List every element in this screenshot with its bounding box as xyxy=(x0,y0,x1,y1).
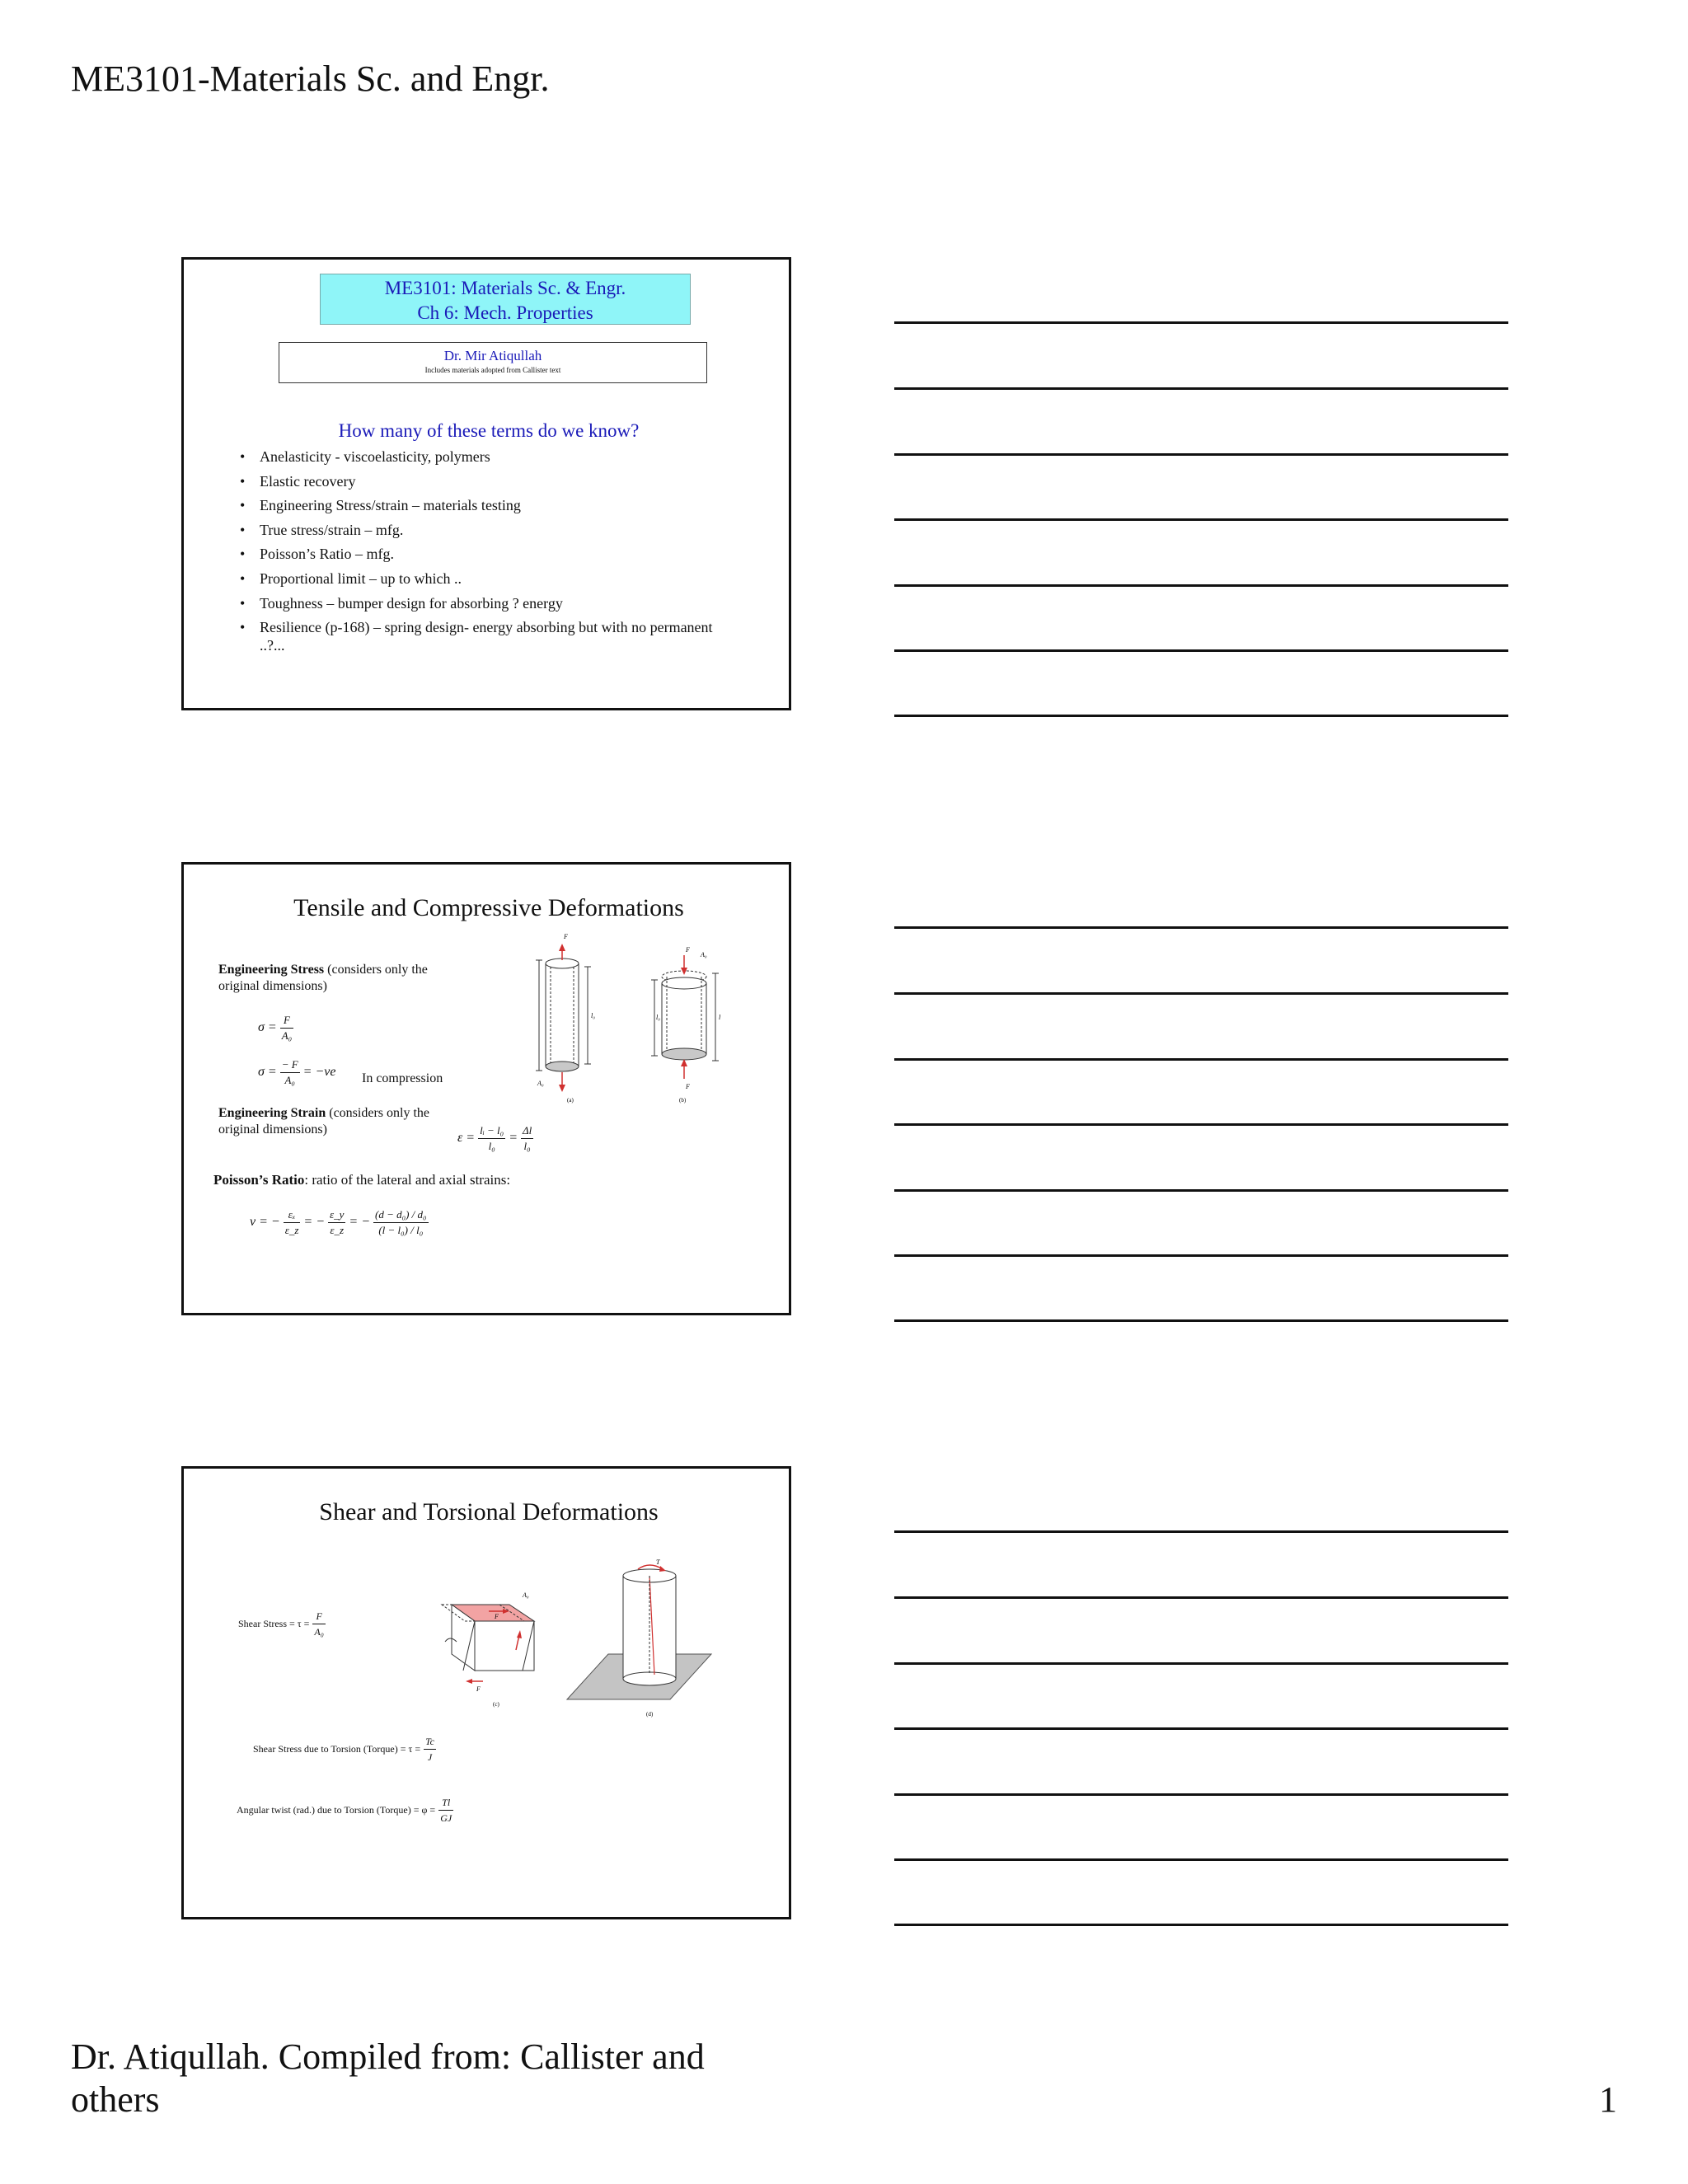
shear-numerator: F xyxy=(312,1609,326,1624)
shear-stress-fraction xyxy=(312,1609,326,1639)
nu-fraction-2 xyxy=(328,1207,345,1238)
force-label: F xyxy=(686,1083,690,1090)
note-line xyxy=(894,715,1508,717)
length-label: l₀ xyxy=(591,1012,596,1019)
note-line xyxy=(894,1858,1508,1861)
strain-equation: ε = $\frac{\text{lᵢ − l₀}}{\text{l₀}}$ = $\frac{\Delta l}{\text{l₀}}$ xyxy=(457,1124,532,1152)
strain-fraction-2 xyxy=(521,1123,533,1154)
torque-label: T xyxy=(656,1558,660,1566)
note-line xyxy=(894,1189,1508,1192)
engineering-strain-desc: (considers only the original dimensions) xyxy=(218,1106,429,1137)
list-item: • Poisson’s Ratio – mfg. xyxy=(237,545,732,563)
poissons-ratio-desc: : ratio of the lateral and axial strains: xyxy=(304,1172,511,1188)
figure-c-label: (c) xyxy=(493,1701,499,1708)
author-note: Includes materials adopted from Callister text xyxy=(424,366,561,374)
stress-symbol: σ = xyxy=(258,1020,277,1035)
note-line xyxy=(894,1530,1508,1533)
terms-list xyxy=(237,448,732,661)
course-line-2: Ch 6: Mech. Properties xyxy=(417,302,593,323)
note-line xyxy=(894,1596,1508,1599)
strain-symbol: ε = xyxy=(457,1131,476,1146)
compression-specimen-figure xyxy=(651,946,721,1104)
torsion-stress-label: Shear Stress due to Torsion (Torque) = τ = xyxy=(253,1743,421,1755)
author-box xyxy=(279,342,707,383)
list-item: • Resilience (p-168) – spring design- energy absorbing but with no permanent ..?... xyxy=(237,618,732,654)
note-line xyxy=(894,1123,1508,1126)
note-line xyxy=(894,1924,1508,1926)
compression-equation xyxy=(258,1057,335,1088)
note-line xyxy=(894,1727,1508,1730)
angular-twist-fraction xyxy=(438,1795,453,1825)
terms-question: How many of these terms do we know? xyxy=(338,420,640,441)
torsion-numerator: Tc xyxy=(424,1734,436,1750)
course-title-box xyxy=(320,274,691,325)
poissons-ratio-equation: ν = − $\frac{\text{εₓ}}{\varepsilon\_z}$ = − $\frac{\varepsilon\_y}{\varepsilon\_z}$ = − $\frac{\text{(d − d₀) / d₀}}{\text{(l − l₀) / l₀}}$ xyxy=(250,1208,427,1236)
compression-fraction xyxy=(280,1057,300,1088)
nu-denominator-2: ε_z xyxy=(330,1224,345,1236)
compression-denominator: A₀ xyxy=(284,1074,295,1086)
note-line xyxy=(894,387,1508,390)
torsion-denominator: J xyxy=(427,1751,433,1763)
angular-twist-equation xyxy=(237,1795,453,1825)
force-label: F xyxy=(476,1685,481,1693)
list-item: • Proportional limit – up to which .. xyxy=(237,569,732,588)
list-item: • Toughness – bumper design for absorbing ? energy xyxy=(237,594,732,612)
slide-title: Shear and Torsional Deformations xyxy=(319,1498,659,1526)
tension-specimen-figure xyxy=(536,933,595,1104)
note-line xyxy=(894,1058,1508,1061)
slide-2 xyxy=(181,862,791,1315)
shear-block-figure xyxy=(442,1591,534,1708)
page-number: 1 xyxy=(1599,2079,1617,2120)
area-label: A₀ xyxy=(701,951,707,958)
list-item: • Elastic recovery xyxy=(237,472,732,490)
area-label: A₀ xyxy=(523,1591,529,1599)
twist-numerator: Tl xyxy=(438,1795,453,1811)
shear-stress-label: Shear Stress = τ = xyxy=(238,1618,310,1630)
stress-denominator: A₀ xyxy=(281,1029,293,1042)
stress-equation xyxy=(258,1013,293,1043)
in-compression-label: In compression xyxy=(362,1071,443,1085)
engineering-strain-label xyxy=(218,1105,466,1138)
note-line xyxy=(894,926,1508,929)
figure-a-label: (a) xyxy=(567,1097,574,1104)
strain-numerator-2: Δl xyxy=(521,1123,533,1139)
note-line xyxy=(894,1319,1508,1322)
nu-fraction-1 xyxy=(284,1207,301,1238)
poissons-ratio-term: Poisson’s Ratio xyxy=(213,1172,305,1188)
engineering-stress-label xyxy=(218,962,466,995)
nu-fraction-3 xyxy=(373,1207,429,1238)
stress-symbol: σ = xyxy=(258,1065,277,1080)
slide-3 xyxy=(181,1466,791,1919)
area-label: A₀ xyxy=(537,1080,544,1087)
list-item: • True stress/strain – mfg. xyxy=(237,521,732,539)
force-label: F xyxy=(686,946,690,954)
strain-denominator-2: l₀ xyxy=(523,1140,531,1152)
stress-numerator: F xyxy=(280,1013,293,1029)
force-label: F xyxy=(564,933,568,940)
shear-stress-equation xyxy=(238,1609,326,1639)
note-line xyxy=(894,1662,1508,1665)
nu-denominator-3: (l − l₀) / l₀ xyxy=(378,1224,424,1236)
note-line xyxy=(894,584,1508,587)
tension-compression-figure xyxy=(509,933,773,1104)
strain-numerator-1: lᵢ − l₀ xyxy=(478,1123,505,1139)
note-line xyxy=(894,453,1508,456)
nu-numerator-2: ε_y xyxy=(328,1207,345,1223)
list-item: • Engineering Stress/strain – materials testing xyxy=(237,496,732,514)
slide-title: Tensile and Compressive Deformations xyxy=(293,894,684,921)
torsion-stress-fraction xyxy=(424,1734,436,1765)
poissons-ratio-label xyxy=(213,1172,510,1188)
compression-numerator: − F xyxy=(280,1057,300,1073)
engineering-stress-term: Engineering Stress xyxy=(218,963,325,977)
shear-denominator: A₀ xyxy=(314,1626,324,1638)
length-label: l xyxy=(719,1014,721,1021)
slide-1 xyxy=(181,257,791,710)
list-item: • Anelasticity - viscoelasticity, polymers xyxy=(237,448,732,466)
note-line xyxy=(894,649,1508,652)
page-header: ME3101-Materials Sc. and Engr. xyxy=(71,59,550,99)
shear-torsion-figure xyxy=(443,1559,715,1724)
nu-numerator-1: εₓ xyxy=(284,1207,301,1223)
engineering-stress-desc: (considers only the original dimensions) xyxy=(218,963,428,993)
twist-denominator: GJ xyxy=(440,1812,452,1824)
figure-d-label: (d) xyxy=(646,1711,654,1718)
course-line-1: ME3101: Materials Sc. & Engr. xyxy=(384,278,626,298)
note-line xyxy=(894,992,1508,995)
stress-fraction xyxy=(280,1013,293,1043)
strain-denominator-1: l₀ xyxy=(488,1140,495,1152)
angular-twist-label: Angular twist (rad.) due to Torsion (Torque) = φ = xyxy=(237,1804,436,1816)
author-name: Dr. Mir Atiqullah xyxy=(443,348,542,363)
page-footer: Dr. Atiqullah. Compiled from: Callister and others xyxy=(71,2036,705,2120)
note-line xyxy=(894,518,1508,521)
force-label: F xyxy=(495,1613,499,1620)
engineering-strain-term: Engineering Strain xyxy=(218,1106,326,1120)
note-line xyxy=(894,1793,1508,1796)
figure-b-label: (b) xyxy=(679,1097,687,1104)
torsion-cylinder-figure xyxy=(567,1558,711,1718)
nu-denominator-1: ε_z xyxy=(284,1224,299,1236)
original-length-label: l₀ xyxy=(656,1014,661,1021)
torsion-stress-equation xyxy=(253,1734,436,1765)
nu-numerator-3: (d − d₀) / d₀ xyxy=(373,1207,429,1223)
nu-symbol: ν = − xyxy=(250,1215,280,1230)
note-line xyxy=(894,1254,1508,1257)
strain-fraction-1 xyxy=(478,1123,505,1154)
compression-result: = −ve xyxy=(302,1065,336,1080)
note-line xyxy=(894,321,1508,324)
